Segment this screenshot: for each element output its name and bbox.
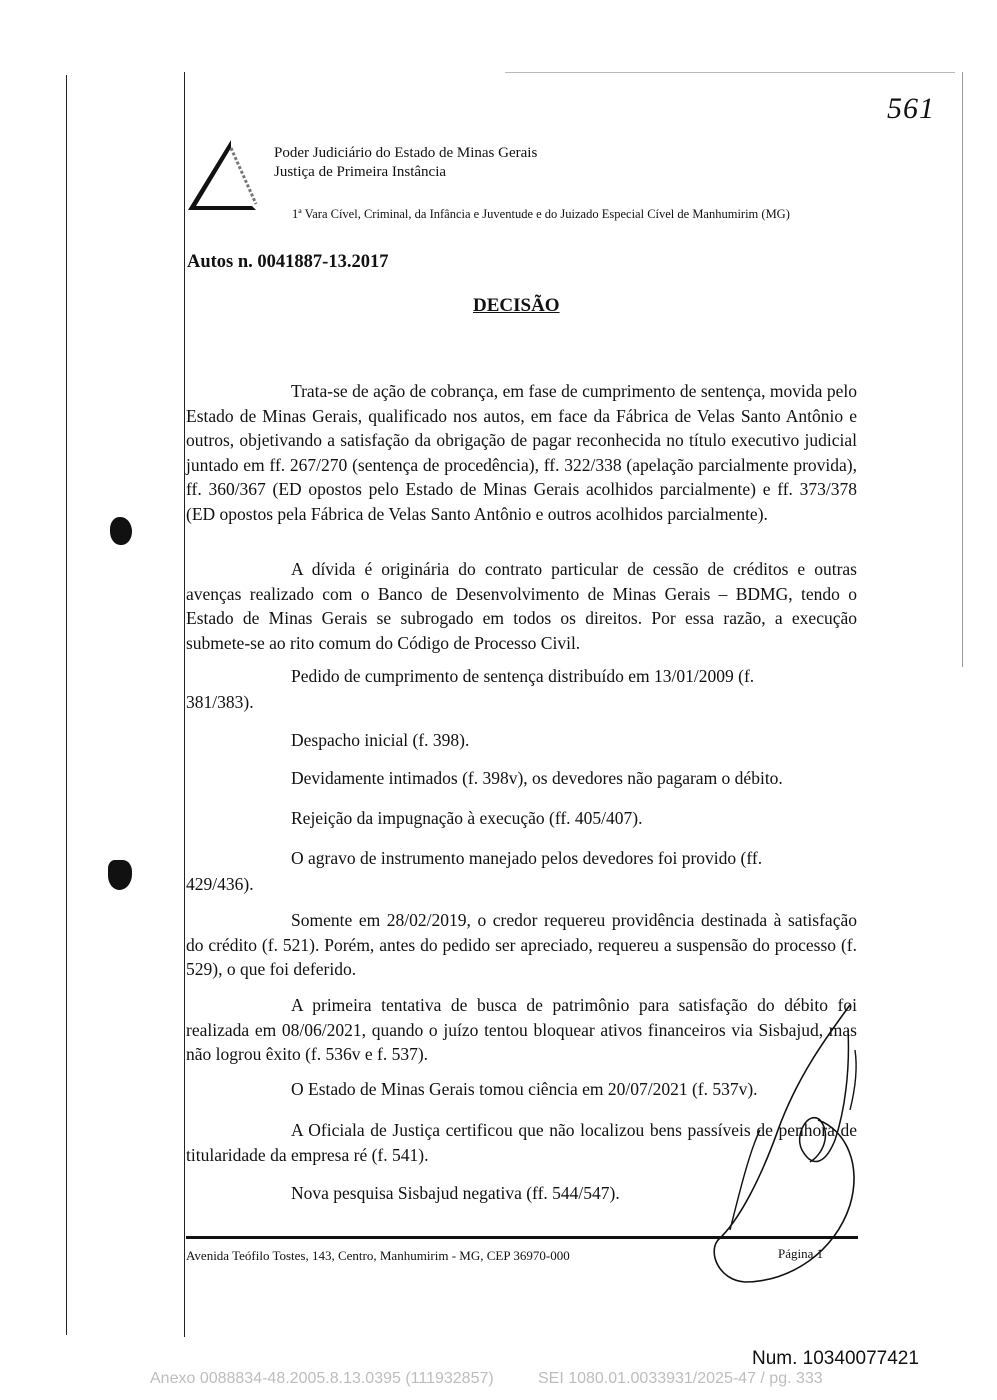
paragraph-2: A dívida é originária do contrato particular de cessão de créditos e outras avenças realizado com o Banco de Desenvolvimento de Minas Gerais – BDMG, tendo o Estado de Minas Gerais se subrogado em todos os direitos. Por essa razão, a execução submete-se ao rito comum do Código de Processo Civil.	[186, 559, 857, 653]
scan-border-left	[66, 75, 67, 1335]
footer-address: Avenida Teófilo Tostes, 143, Centro, Manhumirim - MG, CEP 36970-000	[186, 1248, 570, 1263]
paragraph-3-reference: 381/383).	[186, 692, 254, 712]
header-court: 1ª Vara Cível, Criminal, da Infância e Juventude e do Juizado Especial Cível de Manhumirim (MG)	[292, 207, 790, 221]
watermark-sei: SEI 1080.01.0033931/2025-47 / pg. 333	[538, 1370, 823, 1387]
paragraph-5: Devidamente intimados (f. 398v), os devedores não pagaram o débito.	[291, 768, 783, 788]
header-instance: Justiça de Primeira Instância	[274, 164, 447, 180]
scan-border-top	[505, 72, 955, 73]
paragraph-12: Nova pesquisa Sisbajud negativa (ff. 544/547).	[291, 1183, 620, 1203]
paragraph-10: O Estado de Minas Gerais tomou ciência em 20/07/2021 (f. 537v).	[291, 1079, 758, 1099]
handwritten-signature	[700, 990, 870, 1290]
paragraph-4: Despacho inicial (f. 398).	[291, 730, 470, 750]
court-logo-icon	[186, 138, 264, 218]
paragraph-7-reference: 429/436).	[186, 874, 254, 894]
paragraph-11: A Oficiala de Justiça certificou que não localizou bens passíveis de penhora de titularidade da empresa ré (f. 541).	[186, 1120, 857, 1165]
paragraph-8: Somente em 28/02/2019, o credor requereu providência destinada à satisfação do crédito (f. 521). Porém, antes do pedido ser apreciado, requereu a suspensão do processo (f. 529), o que foi deferido.	[186, 910, 857, 979]
handwritten-page-number: 561	[887, 92, 935, 125]
header-institution: Poder Judiciário do Estado de Minas Gerais	[274, 145, 538, 161]
document-title: DECISÃO	[473, 295, 560, 316]
punch-hole-mark	[110, 517, 132, 545]
page-margin-line	[184, 72, 185, 1337]
paragraph-1: Trata-se de ação de cobrança, em fase de cumprimento de sentença, movida pelo Estado de Minas Gerais, qualificado nos autos, em face da Fábrica de Velas Santo Antônio e outros, objetivando a satisfação da obrigação de pagar reconhecida no título executivo judicial juntado em ff. 267/270 (sentença de procedência), ff. 322/338 (apelação parcialmente provida), ff. 360/367 (ED opostos pelo Estado de Minas Gerais acolhidos parcialmente) e ff. 373/378 (ED opostos pela Fábrica de Velas Santo Antônio e outros acolhidos parcialmente).	[186, 381, 857, 524]
document-number-stamp: Num. 10340077421	[752, 1348, 919, 1369]
scan-border-right	[962, 72, 963, 667]
watermark-annex: Anexo 0088834-48.2005.8.13.0395 (111932857)	[150, 1370, 494, 1387]
paragraph-9: A primeira tentativa de busca de patrimônio para satisfação do débito foi realizada em 08/06/2021, quando o juízo tentou bloquear ativos financeiros via Sisbajud, mas não logrou êxito (f. 536v e f. 537).	[186, 995, 857, 1064]
paragraph-3: Pedido de cumprimento de sentença distribuído em 13/01/2009 (f.	[291, 666, 755, 686]
punch-hole-mark	[108, 860, 132, 890]
footer-page-number: Página 1	[778, 1246, 824, 1261]
paragraph-7: O agravo de instrumento manejado pelos devedores foi provido (ff.	[291, 848, 763, 868]
paragraph-6: Rejeição da impugnação à execução (ff. 405/407).	[291, 808, 643, 828]
case-number: Autos n. 0041887-13.2017	[187, 252, 389, 272]
